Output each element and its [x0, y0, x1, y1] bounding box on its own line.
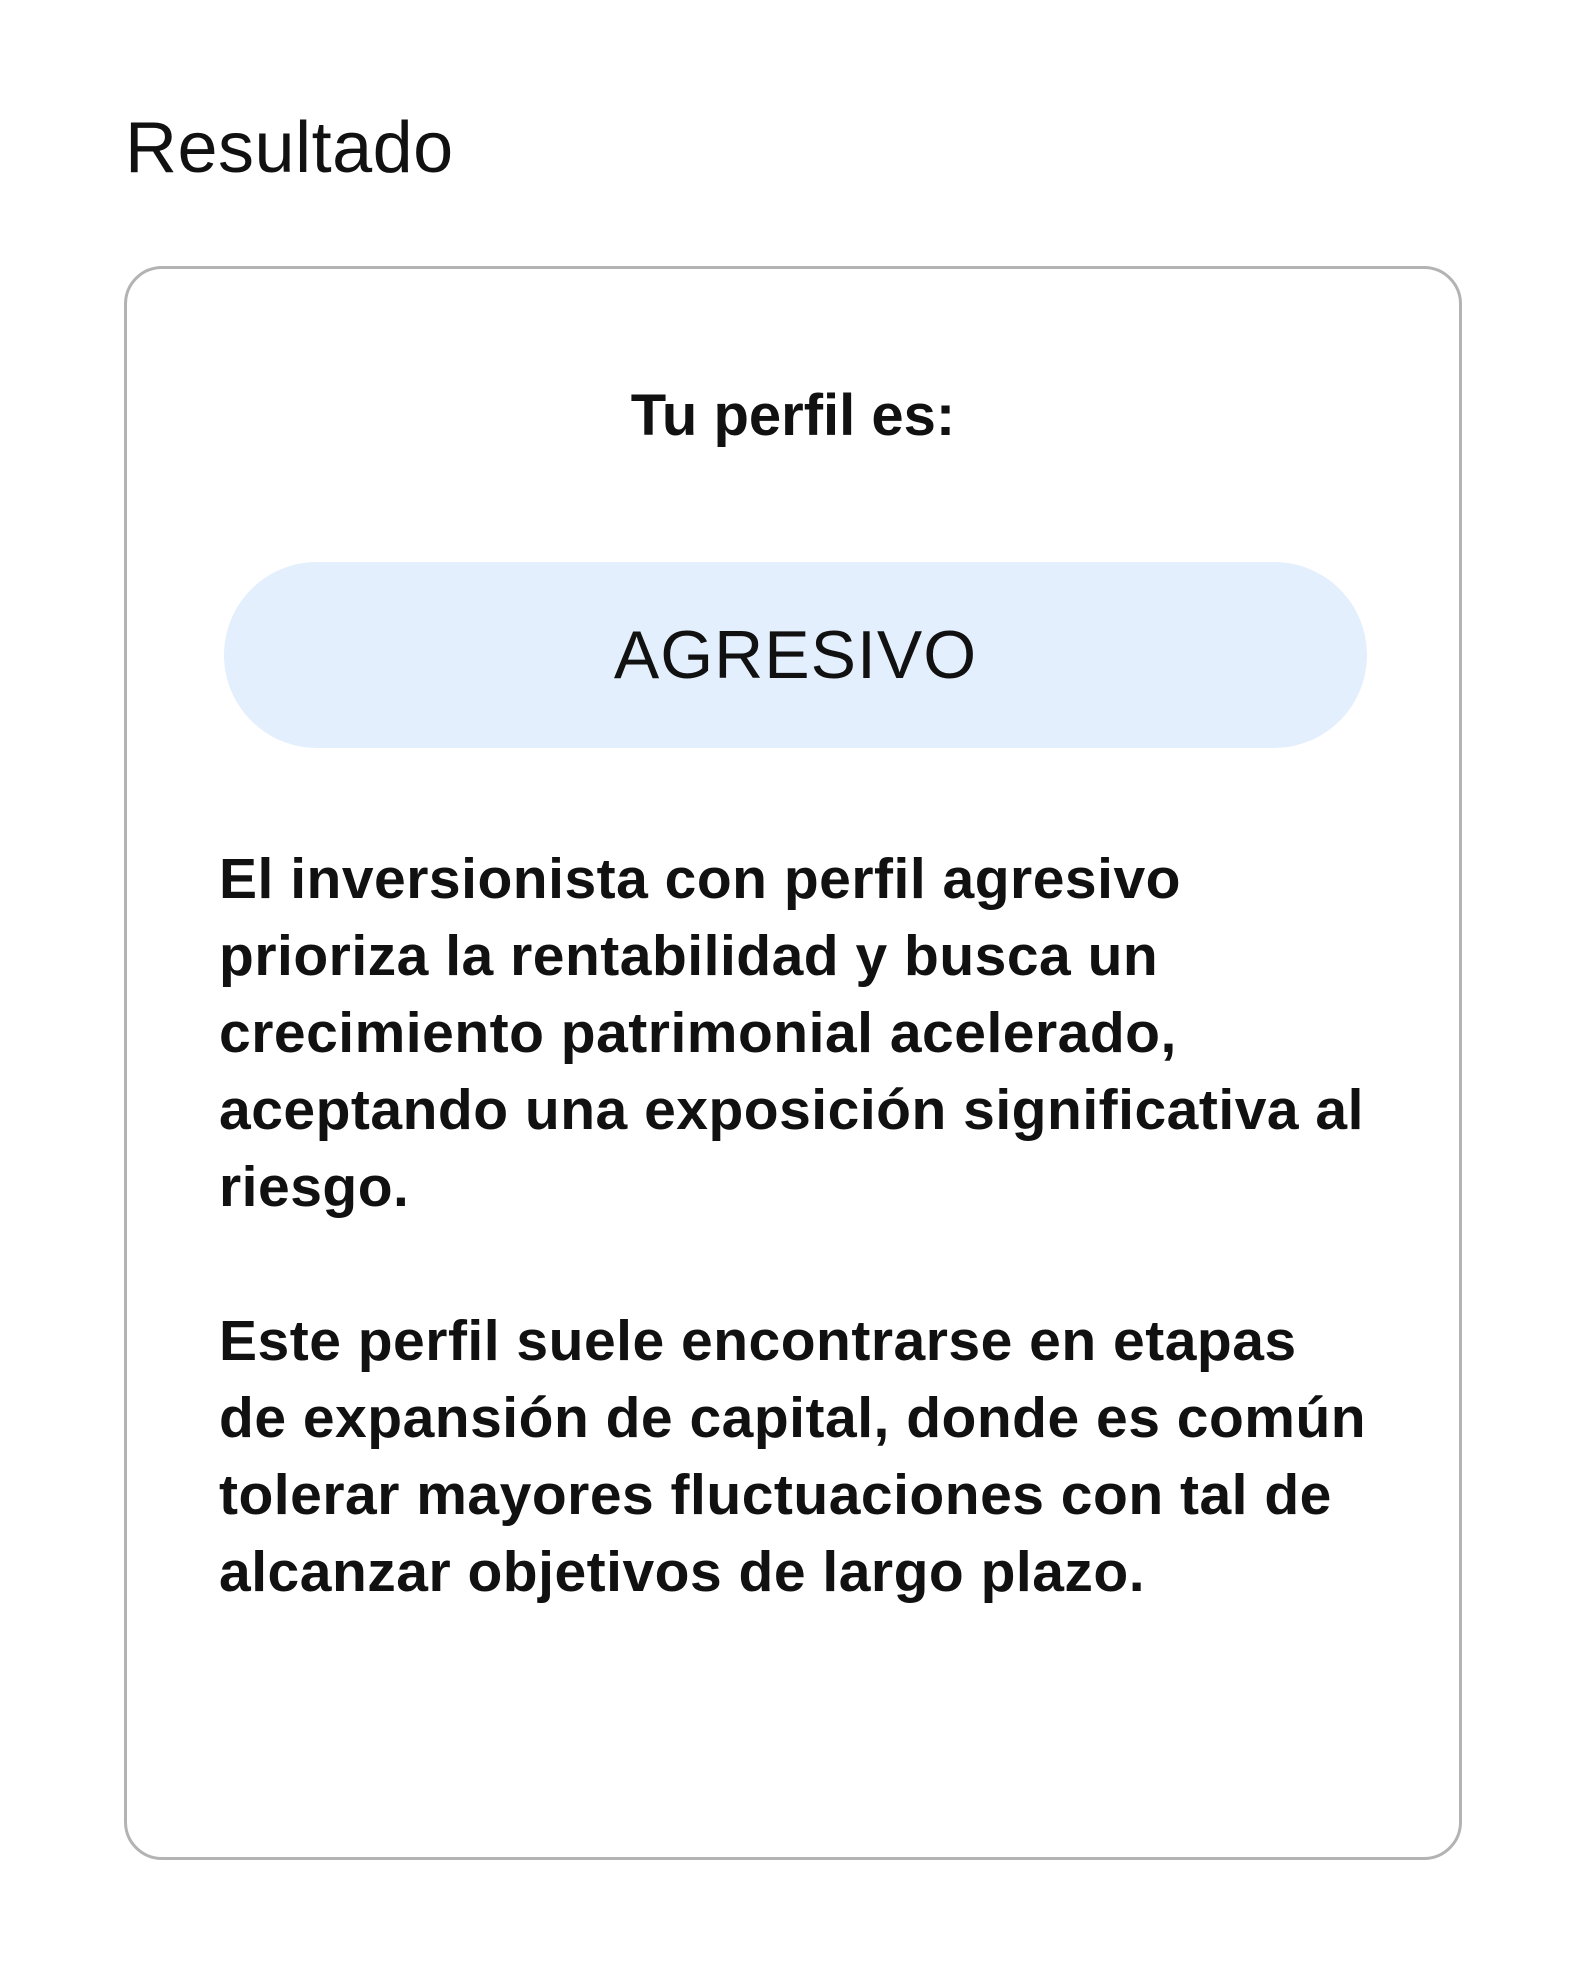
result-card	[124, 266, 1462, 1860]
profile-value: AGRESIVO	[613, 617, 978, 693]
description-paragraph-2: Este perfil suele encontrarse en etapas de expansión de capital, donde es común tolerar mayores fluctuaciones con tal de alcanzar objetivos de largo plazo.	[219, 1309, 1367, 1604]
profile-badge	[224, 562, 1367, 748]
profile-intro-label: Tu perfil es:	[630, 383, 956, 448]
page-title: Resultado	[125, 108, 454, 188]
description-paragraph-1: El inversionista con perfil agresivo prioriza la rentabilidad y busca un crecimiento patrimonial acelerado, aceptando una exposición significativa al riesgo.	[219, 847, 1364, 1219]
profile-description	[219, 841, 1369, 1611]
